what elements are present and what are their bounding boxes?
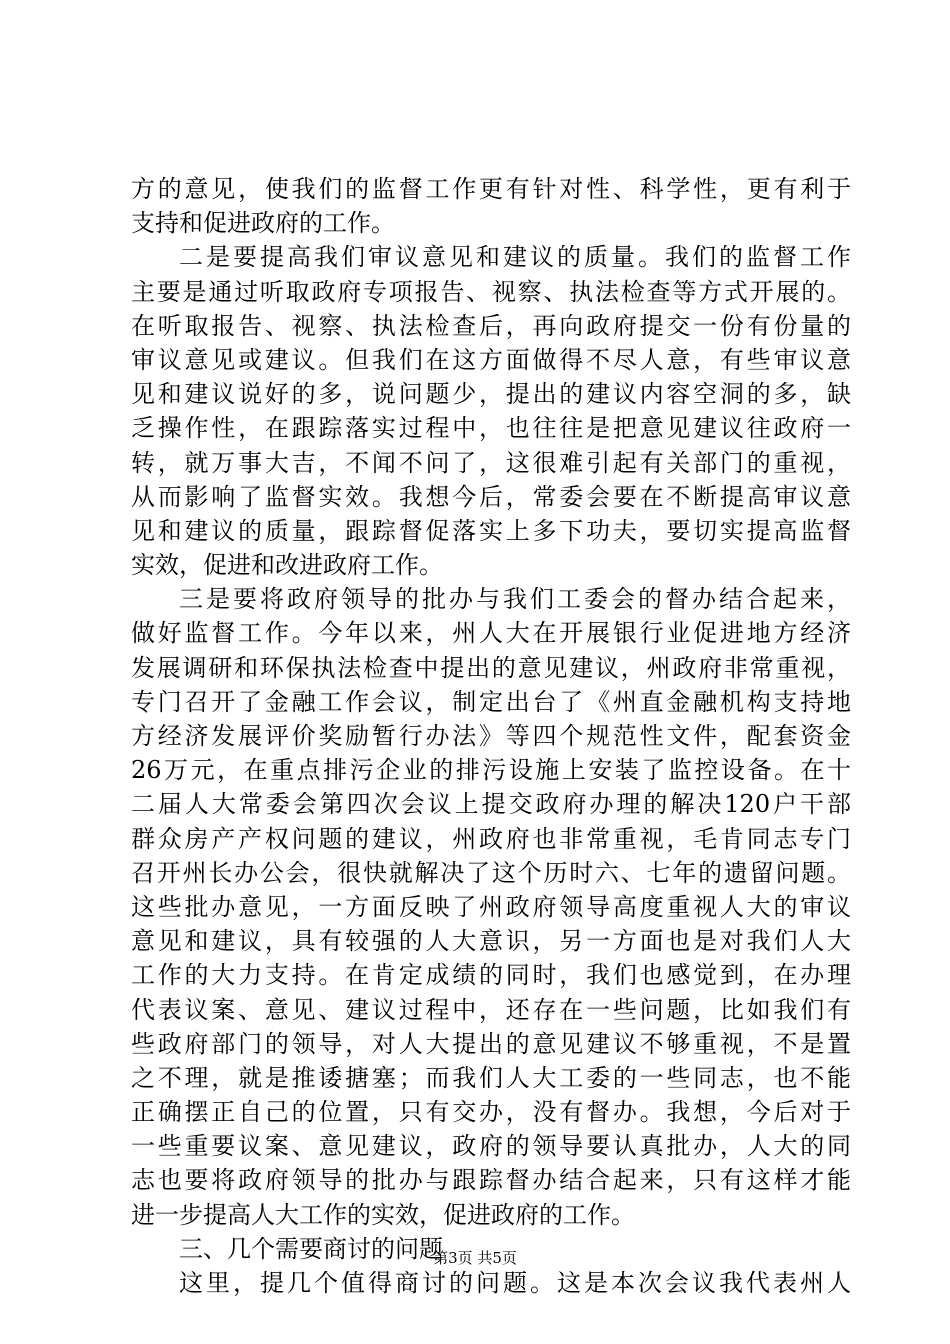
text-line: 进一步提高人大工作的实效，促进政府的工作。 xyxy=(131,1200,635,1229)
text-line: 志也要将政府领导的批办与跟踪督办结合起来，只有这样才能 xyxy=(131,1166,851,1195)
text-line: 乏操作性，在跟踪落实过程中，也往往是把意见建议往政府一 xyxy=(131,414,851,443)
text-line: 审议意见或建议。但我们在这方面做得不尽人意，有些审议意 xyxy=(131,345,851,374)
text-line: 方经济发展评价奖励暂行办法》等四个规范性文件，配套资金 xyxy=(131,722,851,750)
text-line: 这些批办意见，一方面反映了州政府领导高度重视人大的审议 xyxy=(131,892,851,921)
text-line: 三是要将政府领导的批办与我们工委会的督办结合起来， xyxy=(179,585,851,614)
text-line: 主要是通过听取政府专项报告、视察、执法检查等方式开展的。 xyxy=(131,277,851,306)
text-line: 见和建议说好的多，说问题少，提出的建议内容空洞的多，缺 xyxy=(131,380,851,409)
text-line: 做好监督工作。今年以来，州人大在开展银行业促进地方经济 xyxy=(131,619,851,648)
text-line: 些政府部门的领导，对人大提出的意见建议不够重视，不是置 xyxy=(131,1029,851,1058)
text-line: 意见和建议，具有较强的人大意识，另一方面也是对我们人大 xyxy=(131,927,851,956)
text-line: 支持和促进政府的工作。 xyxy=(131,209,395,238)
text-line: 三、几个需要商讨的问题 xyxy=(179,1234,443,1263)
text-line: 26万元，在重点排污企业的排污设施上安装了监控设备。在十 xyxy=(131,756,851,785)
text-line: 召开州长办公会，很快就解决了这个历时六、七年的遗留问题。 xyxy=(131,858,851,887)
document-body xyxy=(131,172,851,1300)
text-line: 之不理，就是推诿搪塞；而我们人大工委的一些同志，也不能 xyxy=(131,1063,851,1092)
text-line: 一些重要议案、意见建议，政府的领导要认真批办，人大的同 xyxy=(131,1132,851,1161)
text-line: 二是要提高我们审议意见和建议的质量。我们的监督工作 xyxy=(179,243,851,272)
text-line: 见和建议的质量，跟踪督促落实上多下功夫，要切实提高监督 xyxy=(131,516,851,545)
text-line: 二届人大常委会第四次会议上提交政府办理的解决120户干部 xyxy=(131,790,851,819)
text-line: 在听取报告、视察、执法检查后，再向政府提交一份有份量的 xyxy=(131,311,851,340)
text-line: 专门召开了金融工作会议，制定出台了《州直金融机构支持地 xyxy=(131,687,851,716)
text-line: 代表议案、意见、建议过程中，还存在一些问题，比如我们有 xyxy=(131,995,851,1024)
text-line: 这里，提几个值得商讨的问题。这是本次会议我代表州人 xyxy=(179,1269,851,1297)
text-line: 实效，促进和改进政府工作。 xyxy=(131,551,443,580)
text-line: 群众房产产权问题的建议，州政府也非常重视，毛肯同志专门 xyxy=(131,824,851,853)
text-line: 从而影响了监督实效。我想今后，常委会要在不断提高审议意 xyxy=(131,482,851,511)
text-line: 转，就万事大吉，不闻不问了，这很难引起有关部门的重视， xyxy=(131,448,851,477)
text-line: 正确摆正自己的位置，只有交办，没有督办。我想，今后对于 xyxy=(131,1098,851,1127)
text-line: 工作的大力支持。在肯定成绩的同时，我们也感觉到，在办理 xyxy=(131,961,851,990)
text-line: 发展调研和环保执法检查中提出的意见建议，州政府非常重视， xyxy=(131,653,851,682)
page-footer: 第3页 共5页 xyxy=(433,1249,517,1267)
text-line: 方的意见，使我们的监督工作更有针对性、科学性，更有利于 xyxy=(131,175,851,203)
